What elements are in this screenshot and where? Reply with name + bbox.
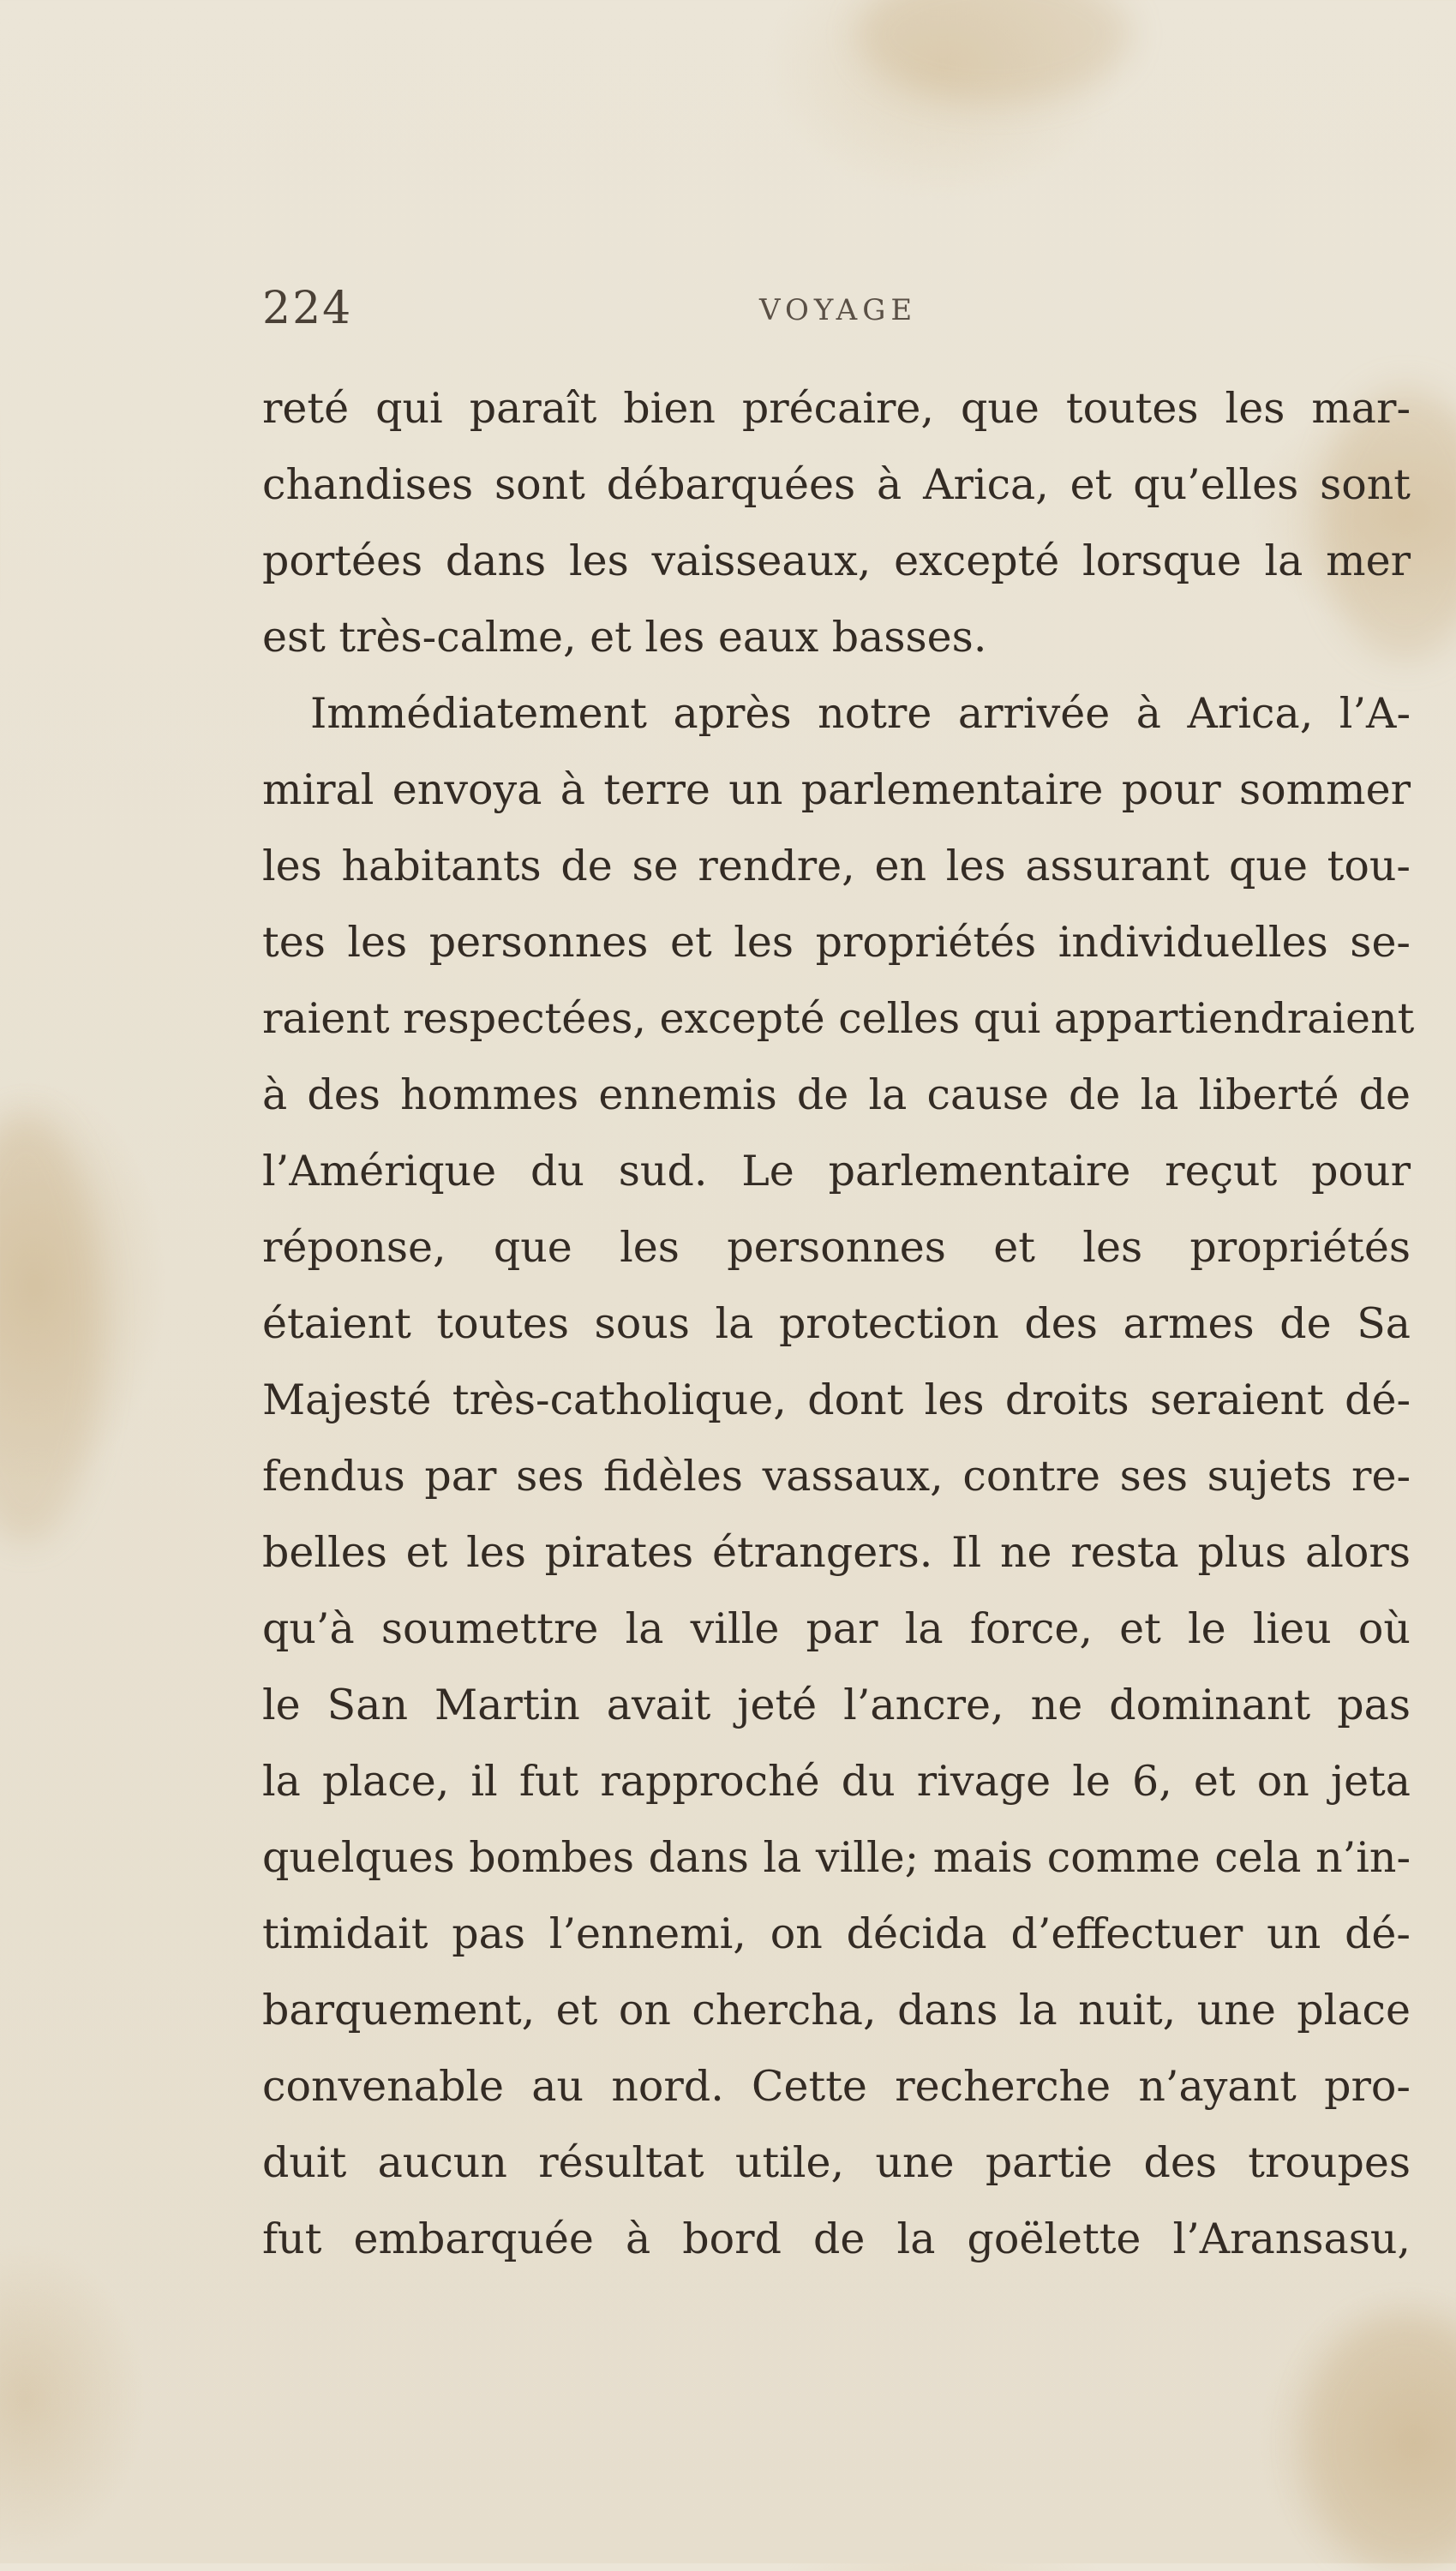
text-line: timidait pas l’ennemi, on décida d’effectuer un dé-	[262, 1909, 1411, 1958]
text-line: fut embarquée à bord de la goëlette l’Aransasu,	[262, 2214, 1411, 2263]
paper-stain	[0, 1114, 103, 1543]
page-header	[262, 283, 1411, 334]
text-line: étaient toutes sous la protection des armes de Sa	[262, 1299, 1411, 1348]
text-line: duit aucun résultat utile, une partie des troupes	[262, 2138, 1411, 2187]
text-line: à des hommes ennemis de la cause de la liberté de	[262, 1070, 1411, 1119]
text-line: réponse, que les personnes et les propriétés	[262, 1223, 1411, 1272]
text-line: le San Martin avait jeté l’ancre, ne dominant pas	[262, 1681, 1411, 1729]
running-head: VOYAGE	[759, 293, 918, 327]
text-line: tes les personnes et les propriétés individuelles se-	[262, 918, 1411, 967]
text-line: Majesté très-catholique, dont les droits seraient dé-	[262, 1375, 1411, 1424]
text-line: la place, il fut rapproché du rivage le 6, et on jeta	[262, 1757, 1411, 1806]
text-line: les habitants de se rendre, en les assurant que tou-	[262, 842, 1411, 890]
paper-stain	[1303, 2314, 1456, 2571]
text-line: Immédiatement après notre arrivée à Arica, l’A-	[310, 689, 1411, 738]
text-line: miral envoya à terre un parlementaire pour sommer	[262, 765, 1411, 814]
paper-stain	[857, 0, 1131, 103]
text-line: barquement, et on chercha, dans la nuit, une place	[262, 1986, 1411, 2035]
body-text	[262, 370, 1415, 2277]
text-line: quelques bombes dans la ville; mais comme cela n’in-	[262, 1833, 1411, 1882]
text-line: portées dans les vaisseaux, excepté lorsque la mer	[262, 536, 1411, 585]
text-line: raient respectées, excepté celles qui appartiendraient	[262, 994, 1415, 1043]
text-line: qu’à soumettre la ville par la force, et le lieu où	[262, 1604, 1411, 1653]
text-line: belles et les pirates étrangers. Il ne resta plus alors	[262, 1528, 1411, 1577]
page-number: 224	[262, 283, 353, 334]
text-line: chandises sont débarquées à Arica, et qu’elles sont	[262, 460, 1411, 509]
text-line: fendus par ses fidèles vassaux, contre ses sujets re-	[262, 1452, 1411, 1501]
text-line: reté qui paraît bien précaire, que toutes les mar-	[262, 384, 1411, 433]
text-line: l’Amérique du sud. Le parlementaire reçut pour	[262, 1147, 1411, 1196]
text-line: convenable au nord. Cette recherche n’ayant pro-	[262, 2062, 1411, 2111]
text-line: est très-calme, et les eaux basses.	[262, 613, 987, 662]
